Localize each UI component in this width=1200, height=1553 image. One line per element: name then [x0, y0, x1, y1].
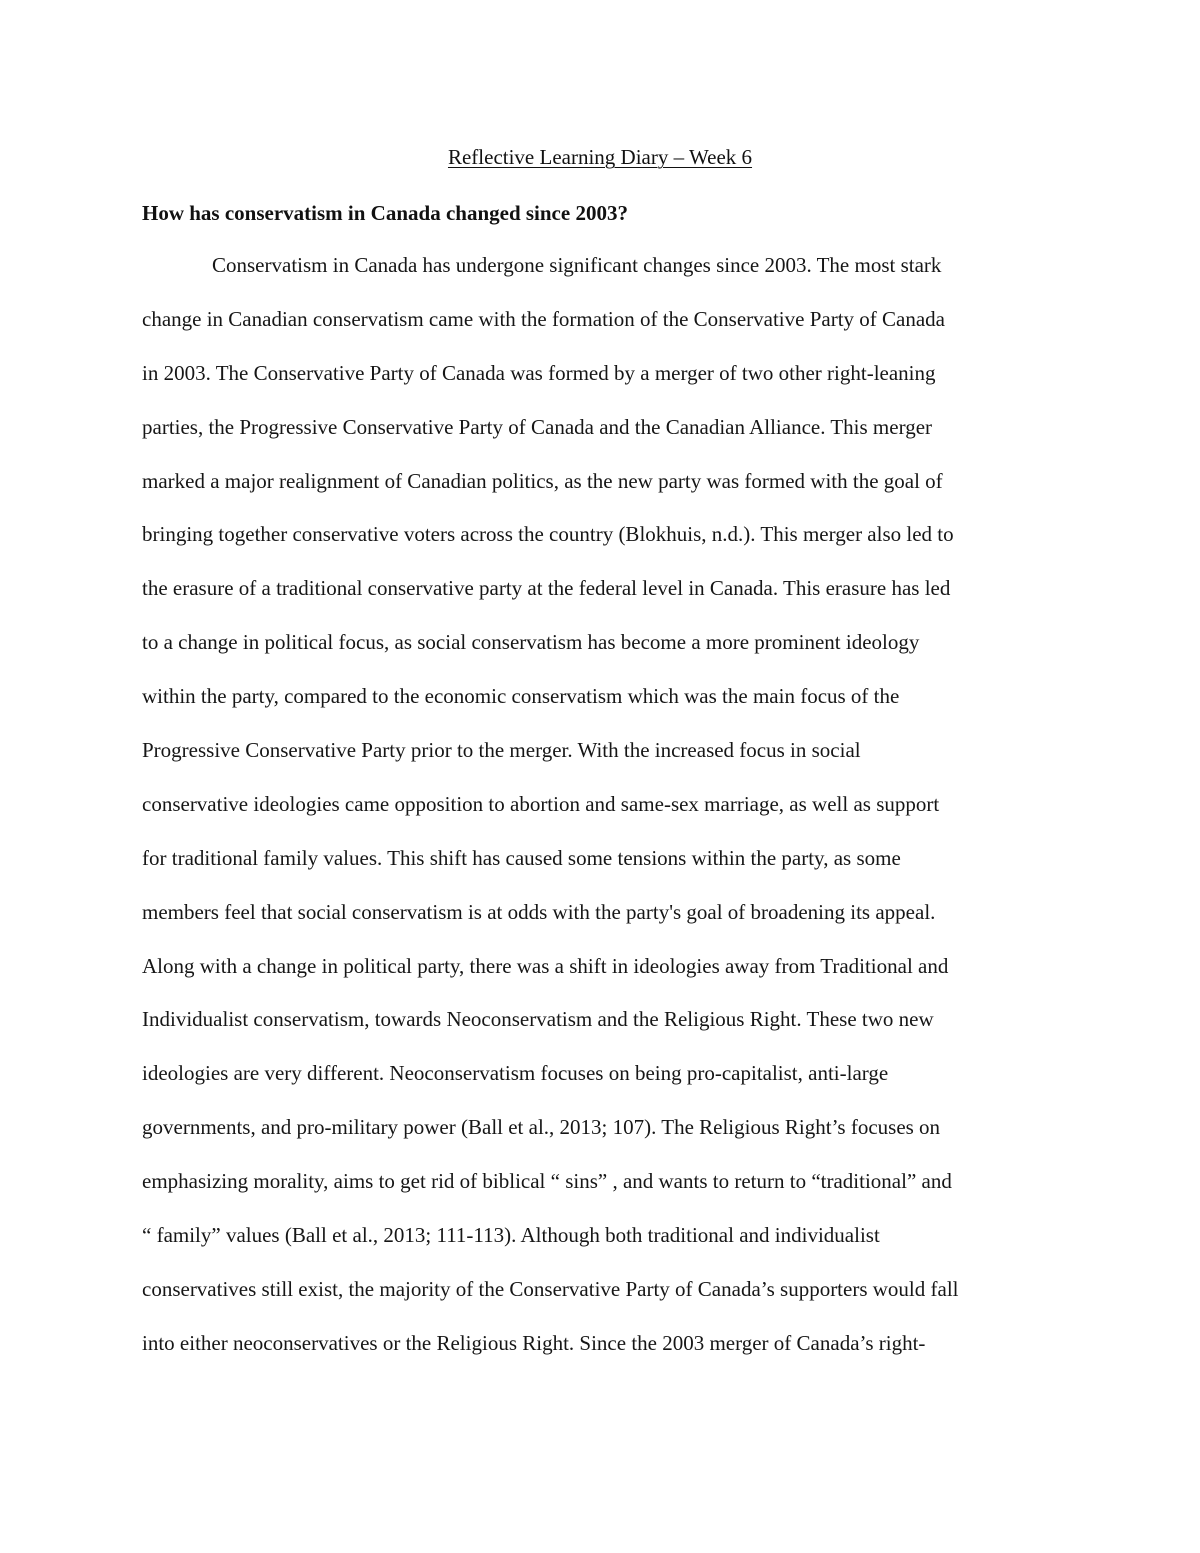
body-paragraph [142, 248, 1072, 1380]
paragraph-line: into either neoconservatives or the Religious Right. Since the 2003 merger of Canada’s right- [142, 1330, 926, 1355]
paragraph-line: ideologies are very different. Neoconservatism focuses on being pro-capitalist, anti-large [142, 1061, 889, 1086]
section-heading: How has conservatism in Canada changed since 2003? [142, 201, 628, 225]
paragraph-line: Progressive Conservative Party prior to the merger. With the increased focus in social [142, 738, 861, 763]
paragraph-line: conservative ideologies came opposition to abortion and same-sex marriage, as well as support [142, 791, 940, 816]
paragraph-line: in 2003. The Conservative Party of Canada was formed by a merger of two other right-leaning [142, 360, 936, 385]
paragraph-line: parties, the Progressive Conservative Party of Canada and the Canadian Alliance. This merger [142, 414, 933, 439]
paragraph-line: marked a major realignment of Canadian politics, as the new party was formed with the goal of [142, 468, 943, 493]
paragraph-line: emphasizing morality, aims to get rid of biblical “ sins” , and wants to return to “traditional” and [142, 1169, 952, 1194]
paragraph-line: governments, and pro-military power (Ball et al., 2013; 107). The Religious Right’s focuses on [142, 1115, 941, 1140]
paragraph-line: “ family” values (Ball et al., 2013; 111-113). Although both traditional and individualist [142, 1223, 880, 1248]
paragraph-line: Conservatism in Canada has undergone significant changes since 2003. The most stark [212, 253, 942, 277]
paragraph-line: the erasure of a traditional conservative party at the federal level in Canada. This erasure has led [142, 576, 951, 601]
paragraph-line: within the party, compared to the economic conservatism which was the main focus of the [142, 684, 900, 709]
document-title: Reflective Learning Diary – Week 6 [447, 145, 753, 169]
paragraph-line: to a change in political focus, as social conservatism has become a more prominent ideology [142, 630, 920, 655]
paragraph-line: for traditional family values. This shift has caused some tensions within the party, as some [142, 845, 901, 870]
paragraph-line: members feel that social conservatism is at odds with the party's goal of broadening its appeal. [142, 899, 936, 924]
paragraph-line: Along with a change in political party, there was a shift in ideologies away from Traditional and [142, 953, 949, 978]
paragraph-line: bringing together conservative voters across the country (Blokhuis, n.d.). This merger also led to [142, 522, 954, 547]
paragraph-line: change in Canadian conservatism came with the formation of the Conservative Party of Canada [142, 306, 945, 331]
paragraph-line: Individualist conservatism, towards Neoconservatism and the Religious Right. These two new [142, 1007, 934, 1032]
paragraph-line: conservatives still exist, the majority of the Conservative Party of Canada’s supporters would fall [142, 1276, 959, 1301]
